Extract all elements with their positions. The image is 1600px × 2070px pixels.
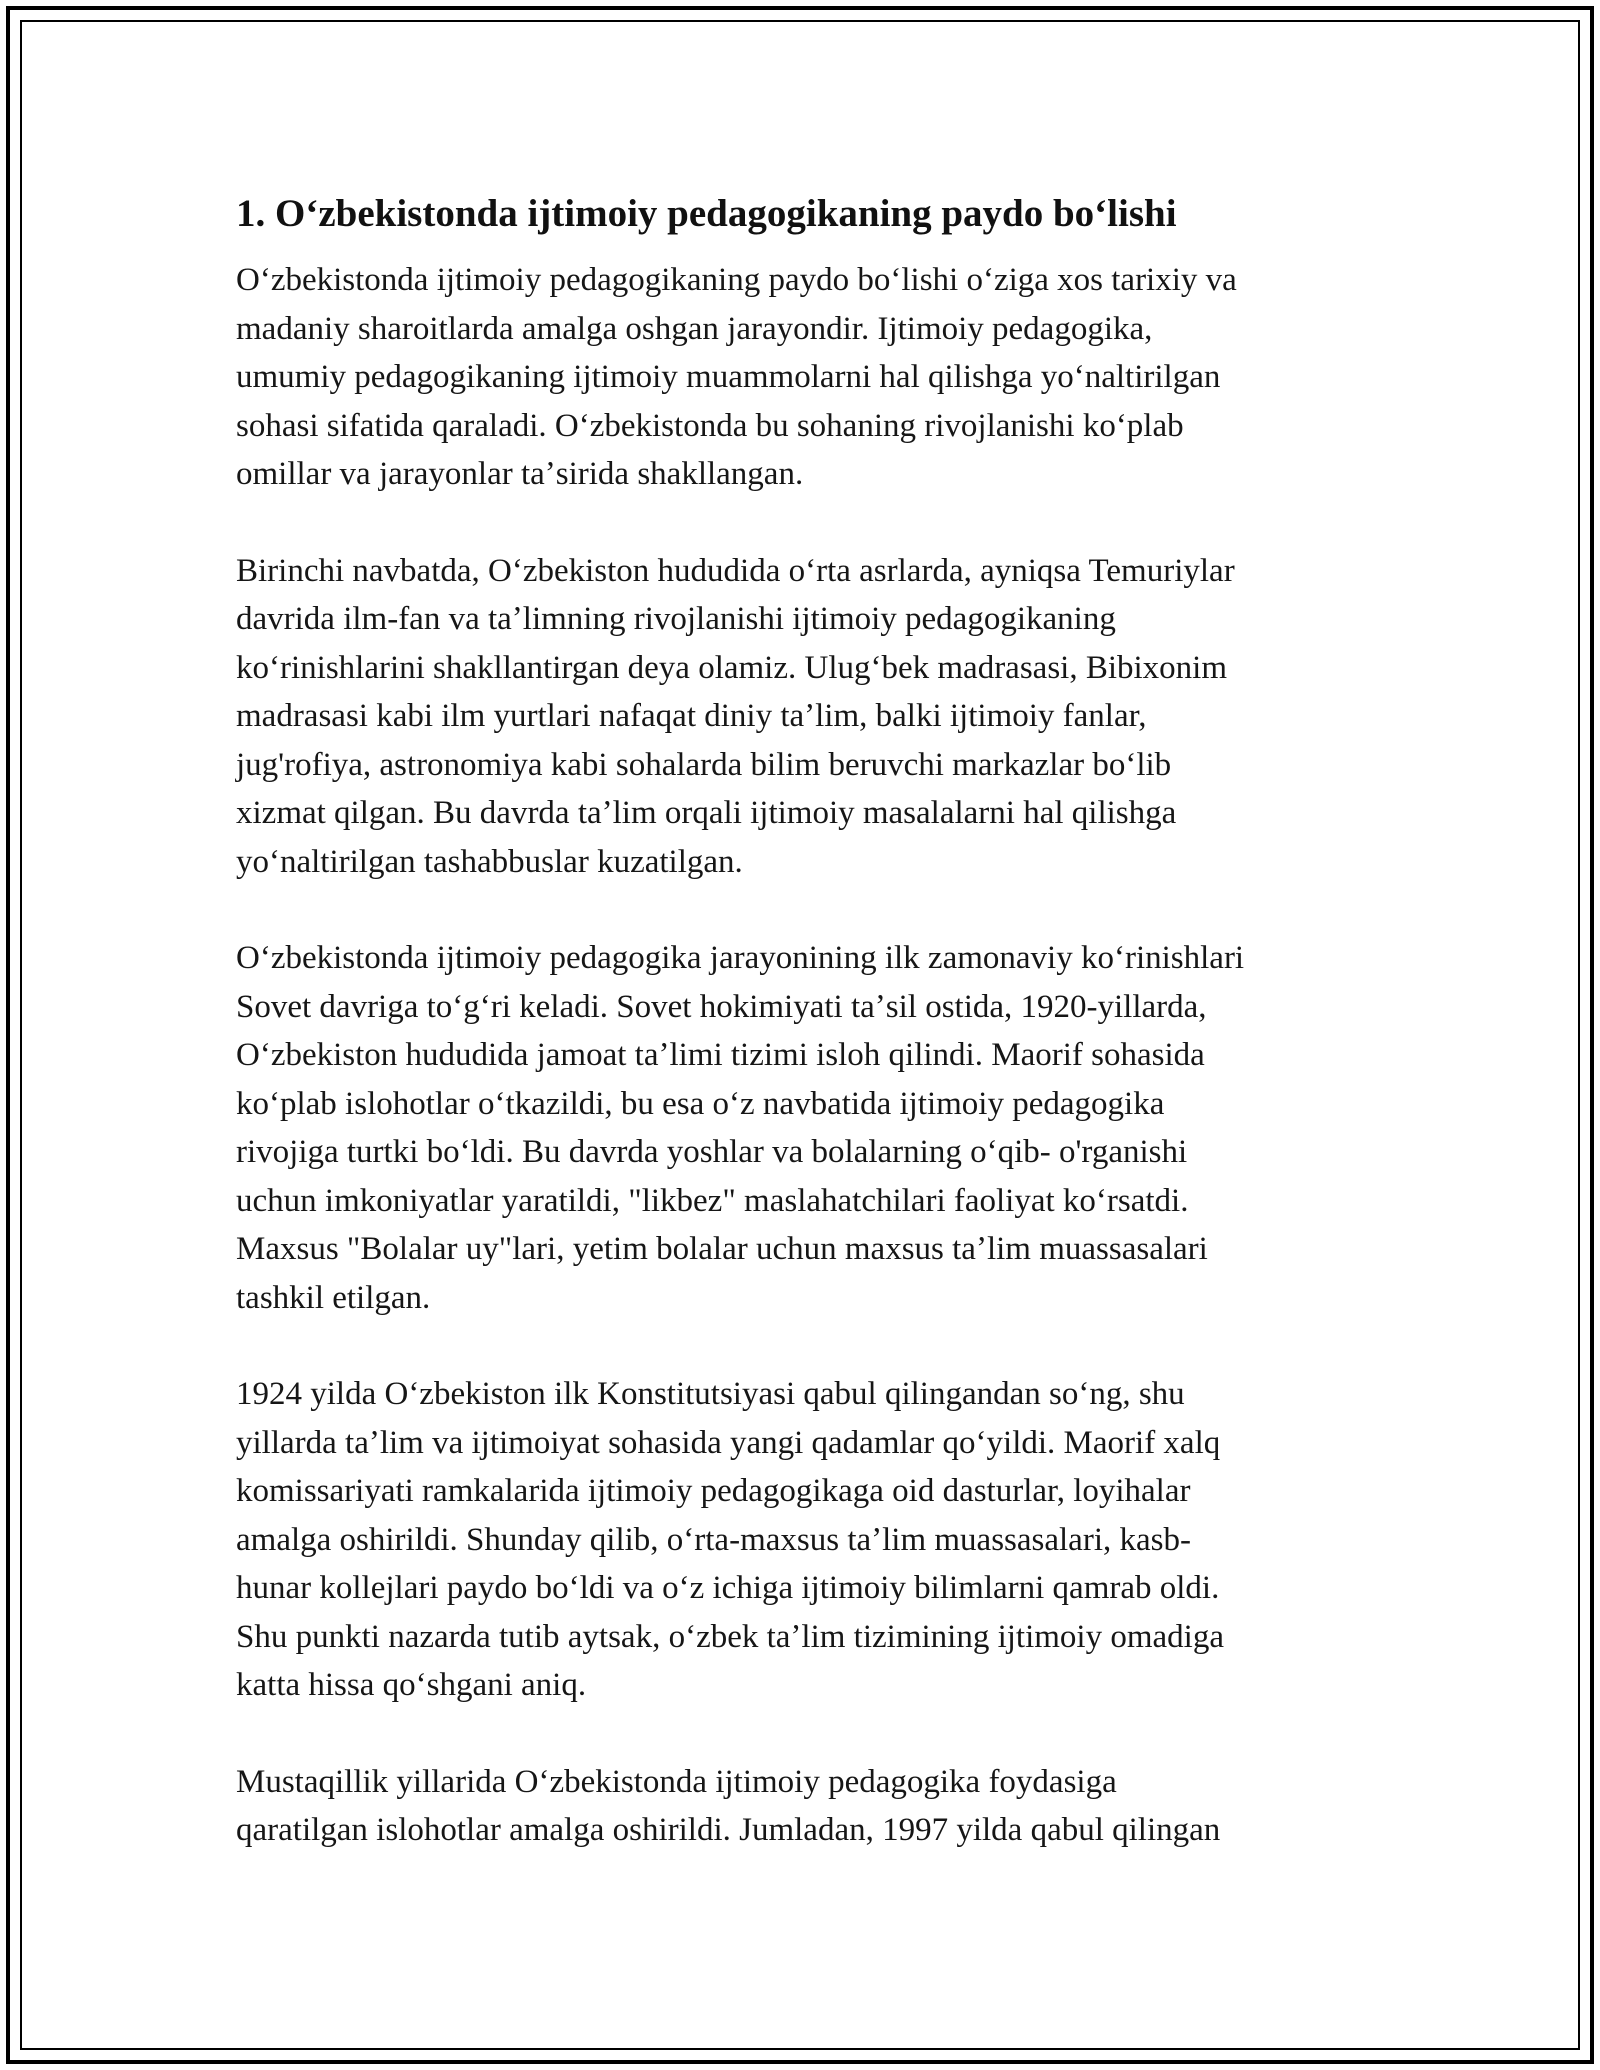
text-line: madrasasi kabi ilm yurtlari nafaqat diniy taʼlim, balki ijtimoiy fanlar, bbox=[236, 698, 1147, 734]
text-line: koʻplab islohotlar oʻtkazildi, bu esa oʻz navbatida ijtimoiy pedagogika bbox=[236, 1085, 1165, 1122]
text-line: uchun imkoniyatlar yaratildi, "likbez" maslahatchilari faoliyat koʻrsatdi. bbox=[236, 1182, 1189, 1219]
text-line: rivojiga turtki boʻldi. Bu davrda yoshlar va bolalarning oʻqib- o'rganishi bbox=[236, 1134, 1188, 1170]
text-line: Birinchi navbatda, Oʻzbekiston hududida oʻrta asrlarda, ayniqsa Temuriylar bbox=[236, 552, 1235, 589]
text-line: Maxsus "Bolalar uy"lari, yetim bolalar uchun maxsus taʼlim muassasalari bbox=[236, 1231, 1208, 1267]
text-line: omillar va jarayonlar taʼsirida shakllangan. bbox=[236, 456, 804, 492]
text-line: katta hissa qoʻshgani aniq. bbox=[236, 1667, 587, 1703]
paragraph-3 bbox=[236, 934, 1366, 1322]
paragraph-5 bbox=[236, 1758, 1366, 1855]
text-line: Oʻzbekistonda ijtimoiy pedagogikaning paydo boʻlishi oʻziga xos tarixiy va bbox=[236, 262, 1237, 298]
text-line: Mustaqillik yillarida Oʻzbekistonda ijtimoiy pedagogika foydasiga bbox=[236, 1763, 1117, 1800]
text-line: qaratilgan islohotlar amalga oshirildi. Jumladan, 1997 yilda qabul qilingan bbox=[236, 1812, 1221, 1848]
document-body bbox=[236, 186, 1366, 1903]
paragraph-2 bbox=[236, 547, 1366, 887]
text-line: amalga oshirildi. Shunday qilib, oʻrta-maxsus taʼlim muassasalari, kasb- bbox=[236, 1521, 1191, 1558]
paragraph-4 bbox=[236, 1370, 1366, 1710]
text-line: davrida ilm-fan va taʼlimning rivojlanishi ijtimoiy pedagogikaning bbox=[236, 601, 1116, 637]
text-line: Oʻzbekiston hududida jamoat taʼlimi tizimi isloh qilindi. Maorif sohasida bbox=[236, 1037, 1205, 1073]
text-line: komissariyati ramkalarida ijtimoiy pedagogikaga oid dasturlar, loyihalar bbox=[236, 1473, 1191, 1509]
text-line: 1924 yilda Oʻzbekiston ilk Konstitutsiyasi qabul qilingandan soʻng, shu bbox=[236, 1376, 1185, 1412]
text-line: Sovet davriga toʻgʻri keladi. Sovet hokimiyati taʼsil ostida, 1920-yillarda, bbox=[236, 988, 1207, 1025]
text-line: yoʻnaltirilgan tashabbuslar kuzatilgan. bbox=[236, 843, 743, 880]
text-line: madaniy sharoitlarda amalga oshgan jarayondir. Ijtimoiy pedagogika, bbox=[236, 310, 1153, 347]
text-line: jug'rofiya, astronomiya kabi sohalarda bilim beruvchi markazlar boʻlib bbox=[236, 746, 1172, 783]
text-line: hunar kollejlari paydo boʻldi va oʻz ichiga ijtimoiy bilimlarni qamrab oldi. bbox=[236, 1570, 1220, 1606]
text-line: koʻrinishlarini shakllantirgan deya olamiz. Ulugʻbek madrasasi, Bibixonim bbox=[236, 649, 1228, 686]
paragraph-1 bbox=[236, 256, 1366, 499]
text-line: umumiy pedagogikaning ijtimoiy muammolarni hal qilishga yoʻnaltirilgan bbox=[236, 359, 1221, 395]
section-title: 1. Oʻzbekistonda ijtimoiy pedagogikaning paydo boʻlishi bbox=[236, 192, 1177, 235]
text-line: sohasi sifatida qaraladi. Oʻzbekistonda bu sohaning rivojlanishi koʻplab bbox=[236, 407, 1184, 444]
text-line: Shu punkti nazarda tutib aytsak, oʻzbek taʼlim tizimining ijtimoiy omadiga bbox=[236, 1618, 1224, 1655]
text-line: xizmat qilgan. Bu davrda taʼlim orqali ijtimoiy masalalarni hal qilishga bbox=[236, 795, 1177, 831]
text-line: Oʻzbekistonda ijtimoiy pedagogika jarayonining ilk zamonaviy koʻrinishlari bbox=[236, 940, 1245, 976]
text-line: yillarda taʼlim va ijtimoiyat sohasida yangi qadamlar qoʻyildi. Maorif xalq bbox=[236, 1424, 1221, 1461]
text-line: tashkil etilgan. bbox=[236, 1279, 431, 1316]
